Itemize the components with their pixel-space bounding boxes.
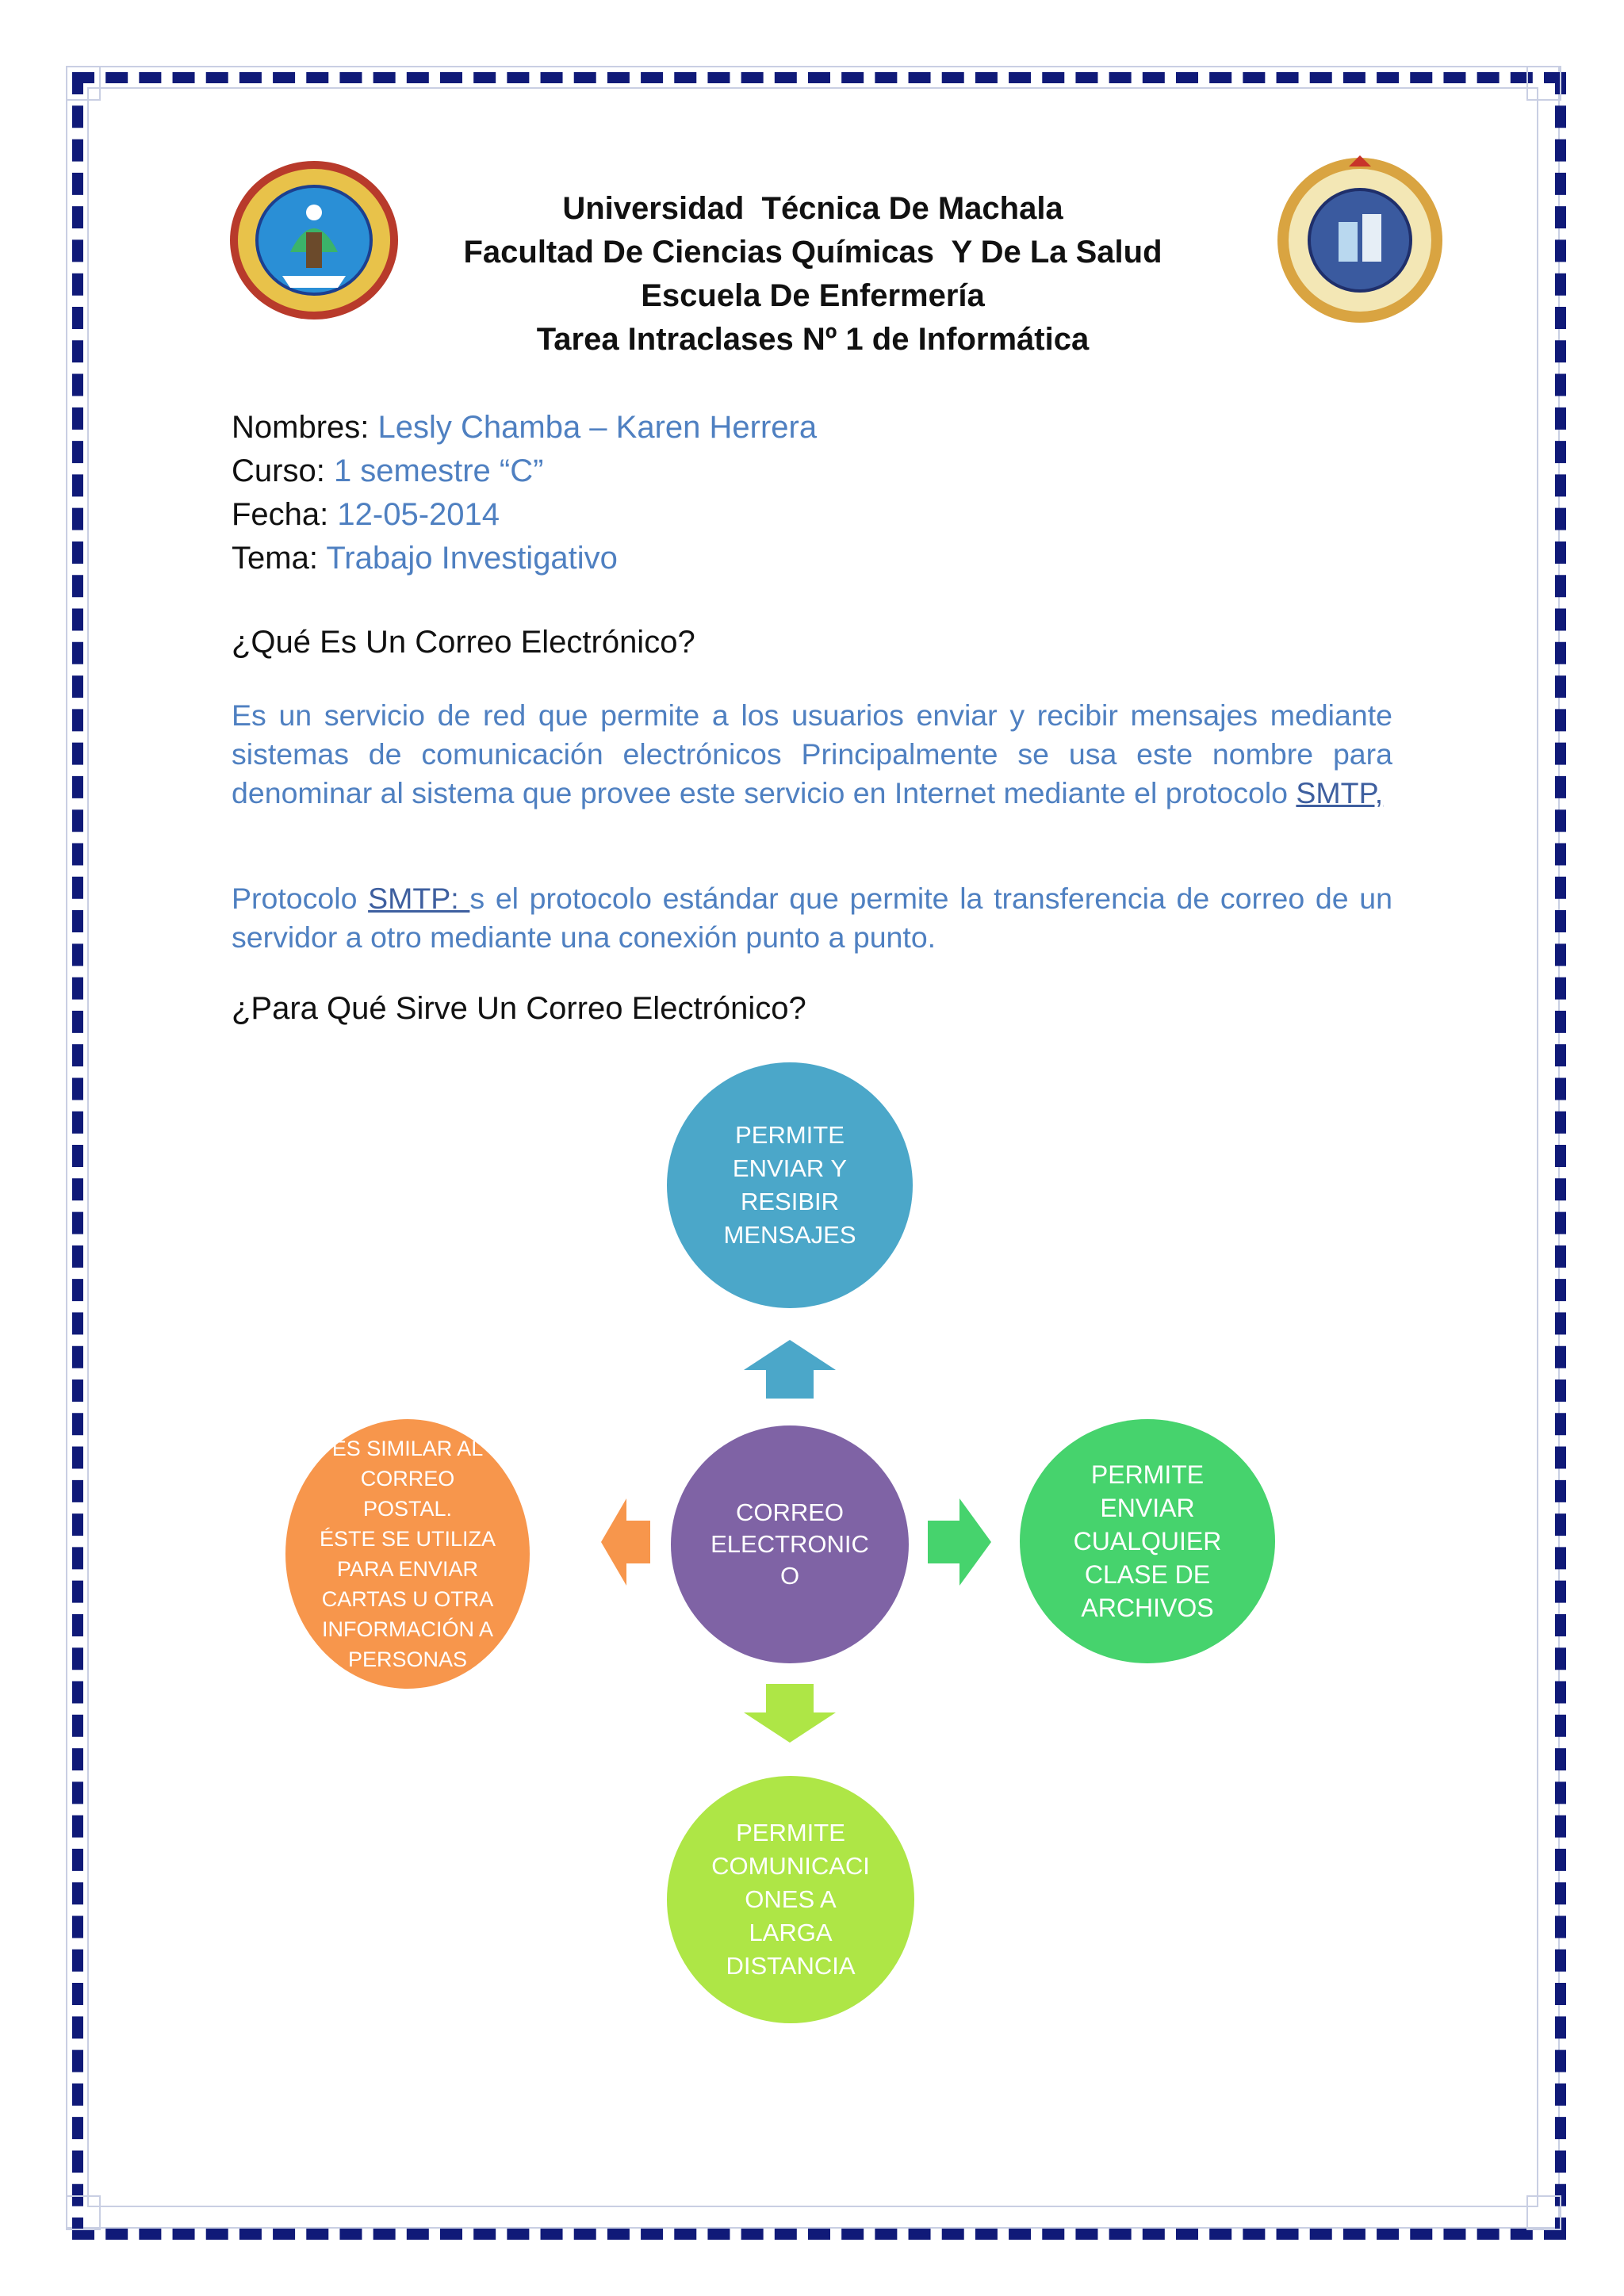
smtp-link[interactable]: SMTP,: [1296, 776, 1384, 809]
arrow-up-icon: [744, 1340, 836, 1399]
smtp-text: s el protocolo estándar que permite la transferencia de correo de un servidor a otro mediante una conexión punto a punto.: [232, 882, 1393, 954]
smtp-paragraph: [232, 879, 1392, 957]
node-long-distance-label: PERMITE COMUNICACI ONES A LARGA DISTANCIA: [711, 1819, 870, 1980]
definition-text: Es un servicio de red que permite a los usuarios enviar y recibir mensajes mediante sistemas de comunicación electrónicos Principalmente se usa este nombre para denominar al sistema que provee este servicio en Internet mediante el protocolo: [232, 698, 1392, 809]
node-send-files-label: PERMITE ENVIAR CUALQUIER CLASE DE ARCHIVOS: [1073, 1460, 1222, 1622]
border-corner: [66, 2195, 101, 2230]
border-corner: [1526, 66, 1561, 101]
node-email-center: [671, 1425, 909, 1663]
smtp-prefix: Protocolo: [232, 882, 369, 915]
arrow-left-icon: [601, 1498, 650, 1586]
tema-label: Tema:: [232, 541, 327, 576]
university-seal-logo: [227, 157, 401, 323]
arrow-right-icon: [928, 1498, 991, 1586]
question-what-is-email: ¿Qué Es Un Correo Electrónico?: [232, 625, 695, 660]
info-fecha: [232, 493, 1389, 537]
question-what-is-email-for: ¿Para Qué Sirve Un Correo Electrónico?: [232, 991, 806, 1026]
university-name: Universidad Técnica De Machala: [562, 191, 1063, 226]
arrow-down-icon: [744, 1684, 836, 1743]
curso-value: 1 semestre “C”: [333, 453, 544, 488]
student-info: [232, 406, 1389, 580]
faculty-seal-logo: [1274, 151, 1446, 327]
assignment-title: Tarea Intraclases Nº 1 de Informática: [536, 322, 1090, 357]
info-nombres: [232, 406, 1389, 450]
fecha-label: Fecha:: [232, 497, 338, 532]
faculty-name: Facultad De Ciencias Químicas Y De La Salud: [463, 235, 1162, 270]
info-tema: [232, 537, 1389, 580]
nombres-label: Nombres:: [232, 410, 378, 445]
smtp-link-2[interactable]: SMTP:: [368, 882, 470, 915]
node-postal-mail: [285, 1419, 530, 1689]
border-corner: [1526, 2195, 1561, 2230]
node-send-receive-label: PERMITE ENVIAR Y RESIBIR MENSAJES: [723, 1121, 856, 1249]
info-curso: [232, 450, 1389, 493]
node-postal-mail-label: ES SIMILAR AL CORREO POSTAL. ÉSTE SE UTILIZA PARA ENVIAR CARTAS U OTRA INFORMACIÓN A PERSONAS: [319, 1437, 496, 1671]
node-email-center-label: CORREO ELECTRONIC O: [710, 1498, 869, 1590]
definition-paragraph: [232, 696, 1392, 813]
node-long-distance: [667, 1776, 914, 2023]
nombres-value: Lesly Chamba – Karen Herrera: [377, 410, 818, 445]
fecha-value: 12-05-2014: [337, 497, 500, 532]
document-header: [396, 187, 1229, 362]
node-send-receive: [667, 1062, 913, 1308]
curso-label: Curso:: [232, 453, 334, 488]
school-name: Escuela De Enfermería: [641, 278, 985, 313]
border-corner: [66, 66, 101, 101]
tema-value: Trabajo Investigativo: [326, 541, 618, 576]
node-send-files: [1020, 1419, 1275, 1663]
